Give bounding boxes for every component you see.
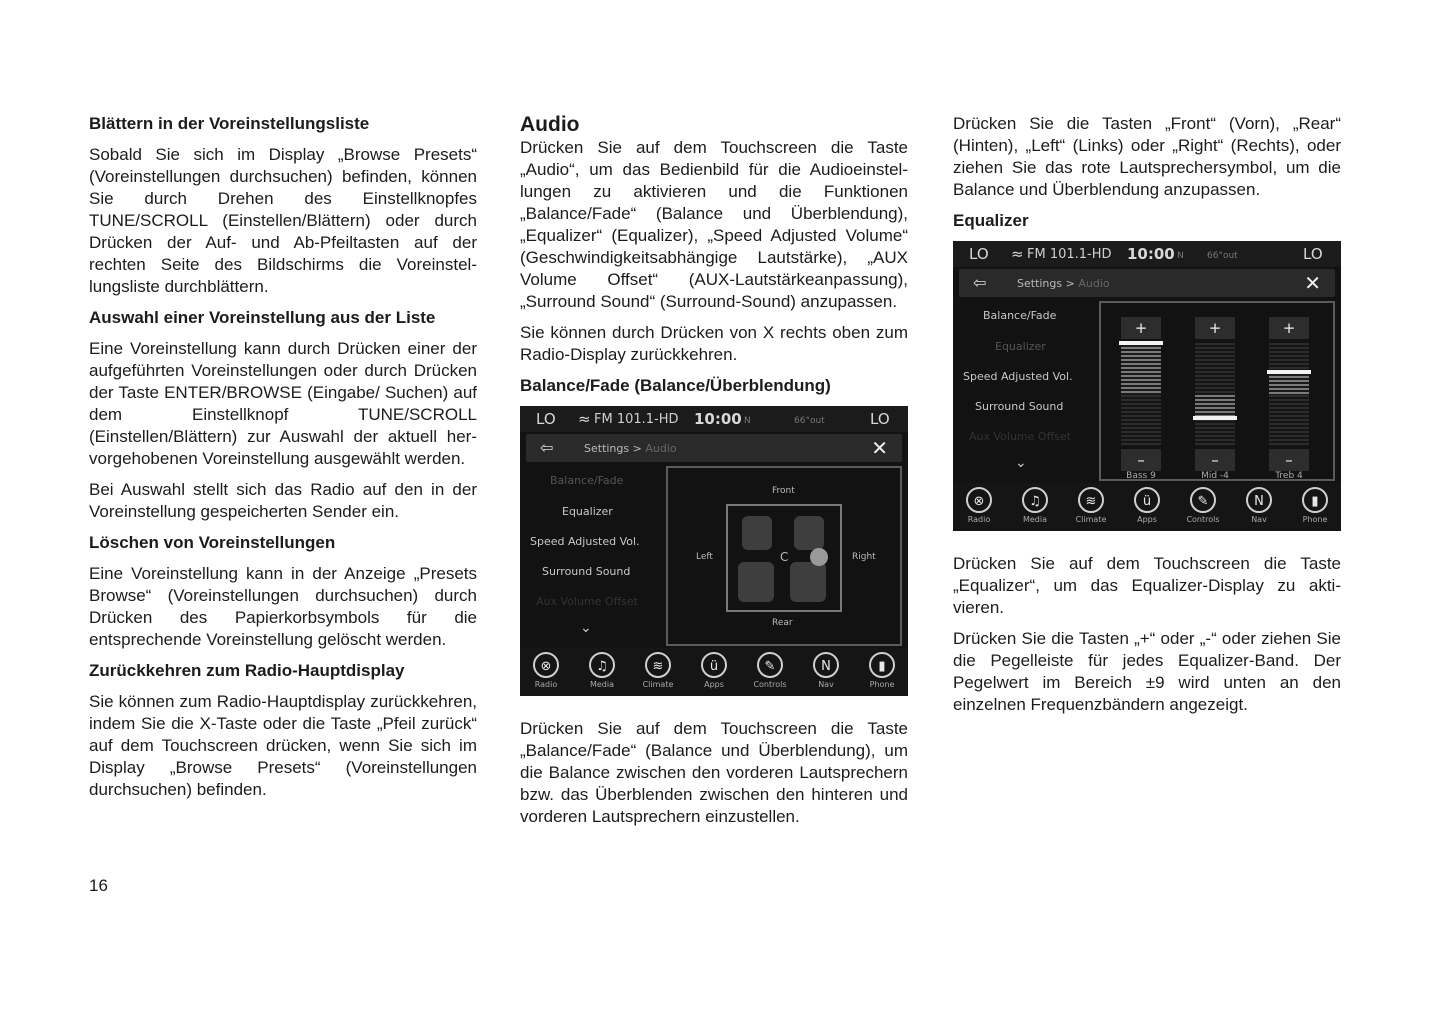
eq-level-marker[interactable] [1193, 416, 1237, 420]
climate-icon: ≋ [1078, 487, 1104, 513]
balance-panel [666, 466, 902, 646]
menu-item-speed-adjusted[interactable]: Speed Adjusted Vol. [530, 535, 640, 548]
eq-level-marker[interactable] [1267, 370, 1311, 374]
radio-wave-icon: ≈ [1011, 245, 1024, 263]
paragraph-return: Sie können zum Radio-Hauptdisplay zurückkehren, indem Sie die X-Taste oder die Taste „Pfeil zurück“ auf dem Touchscreen drücken, wenn Sie sich im Display „Browse Presets“ (Voreinstellungen durchsuchen) befinden. [89, 692, 477, 799]
eq-band-treble[interactable] [1269, 317, 1309, 481]
nav-apps[interactable]: ü Apps [694, 652, 734, 689]
seat-front-right [794, 516, 824, 550]
lo-right: LO [1303, 245, 1323, 263]
time-suffix: N [744, 416, 751, 426]
eq-minus-button[interactable]: – [1121, 449, 1161, 471]
eq-minus-button[interactable]: – [1195, 449, 1235, 471]
page-number: 16 [89, 876, 108, 895]
eq-band-mid[interactable] [1195, 317, 1235, 481]
eq-plus-button[interactable]: + [1195, 317, 1235, 339]
menu-item-balance-fade[interactable]: Balance/Fade [983, 309, 1057, 322]
lo-right: LO [870, 410, 890, 428]
menu-item-surround[interactable]: Surround Sound [542, 565, 631, 578]
column-right [953, 113, 1341, 725]
center-label: C [780, 550, 789, 564]
breadcrumb: Settings > Audio [1017, 277, 1110, 290]
close-icon[interactable]: ✕ [1304, 271, 1321, 295]
paragraph-browse: Sobald Sie sich im Display „Browse Presets“ (Voreinstellungen durchsuchen) befinden, können Sie durch Drehen des Einstellknopfes TUNE/SCROLL (Einstellen/Blättern) oder durch Drücken der Auf- und Ab-Pfeiltasten auf der rechten Seite des Bildschirms die Voreinstellungsliste durchblättern. [89, 145, 477, 296]
heading-browse-presets: Blättern in der Voreinstellungsliste [89, 114, 370, 133]
cabin-frame [726, 504, 842, 612]
lo-left: LO [969, 245, 989, 263]
climate-icon: ≋ [645, 652, 671, 678]
paragraph-balance: Drücken Sie auf dem Touchscreen die Taste „Balance/Fade“ (Balance und Überblendung), um die Balance zwischen den vorderen Lautsprechern bzw. das Überblenden zwischen den hinteren und vorderen Lautsprechern einzustellen. [520, 719, 908, 826]
column-left [89, 113, 477, 810]
menu-item-aux-offset[interactable]: Aux Volume Offset [969, 430, 1071, 443]
controls-icon: ✎ [757, 652, 783, 678]
heading-delete-presets: Löschen von Voreinstellungen [89, 533, 336, 552]
menu-item-equalizer[interactable]: Equalizer [995, 340, 1046, 353]
heading-audio: Audio [520, 113, 580, 136]
nav-climate[interactable]: ≋ Climate [1071, 487, 1111, 524]
left-button[interactable]: Left [696, 552, 713, 562]
equalizer-panel [1099, 301, 1335, 481]
apps-icon: ü [701, 652, 727, 678]
nav-nav[interactable]: N Nav [806, 652, 846, 689]
outside-temp: 66°out [794, 416, 825, 426]
paragraph-equalizer: Drücken Sie auf dem Touchscreen die Taste „Equalizer“, um das Equalizer-Display zu aktivieren. [953, 554, 1341, 617]
paragraph-close: Sie können durch Drücken von X rechts oben zum Radio-Display zurückkehren. [520, 323, 908, 364]
eq-band-label: Bass 9 [1126, 471, 1156, 481]
heading-balance-fade: Balance/Fade (Balance/Überblendung) [520, 376, 831, 395]
settings-header [959, 269, 1335, 297]
radio-wave-icon: ≈ [578, 410, 591, 428]
heading-select-preset: Auswahl einer Voreinstellung aus der Liste [89, 308, 436, 327]
nav-nav[interactable]: N Nav [1239, 487, 1279, 524]
paragraph-equalizer-adjust: Drücken Sie die Tasten „+“ oder „-“ oder ziehen Sie die Pegelleiste für jedes Equalizer-Band. Der Pegelwert im Bereich ±9 wird unten an den einzelnen Frequenzbändern angezeigt. [953, 629, 1341, 714]
eq-track [1269, 343, 1309, 447]
bottom-nav [520, 648, 908, 696]
clock: 10:00 [1127, 245, 1175, 263]
outside-temp: 66°out [1207, 251, 1238, 261]
radio-icon: ⊗ [966, 487, 992, 513]
media-icon: ♫ [589, 652, 615, 678]
status-bar [953, 241, 1341, 267]
nav-icon: N [813, 652, 839, 678]
controls-icon: ✎ [1190, 487, 1216, 513]
eq-band-bass[interactable] [1121, 317, 1161, 481]
nav-climate[interactable]: ≋ Climate [638, 652, 678, 689]
eq-band-label: Mid -4 [1201, 471, 1229, 481]
right-button[interactable]: Right [852, 552, 876, 562]
media-icon: ♫ [1022, 487, 1048, 513]
audio-menu [953, 301, 1103, 481]
station-label: FM 101.1-HD [1027, 247, 1112, 262]
close-icon[interactable]: ✕ [871, 436, 888, 460]
nav-controls[interactable]: ✎ Controls [1183, 487, 1223, 524]
chevron-down-icon[interactable]: ⌄ [1015, 455, 1027, 471]
nav-radio[interactable]: ⊗ Radio [959, 487, 999, 524]
menu-item-balance-fade[interactable]: Balance/Fade [550, 474, 624, 487]
menu-item-aux-offset[interactable]: Aux Volume Offset [536, 595, 638, 608]
eq-minus-button[interactable]: – [1269, 449, 1309, 471]
menu-item-equalizer[interactable]: Equalizer [562, 505, 613, 518]
status-bar [520, 406, 908, 432]
nav-controls[interactable]: ✎ Controls [750, 652, 790, 689]
heading-equalizer: Equalizer [953, 211, 1029, 230]
paragraph-audio: Drücken Sie auf dem Touchscreen die Taste „Audio“, um das Bedienbild für die Audioeinstellungen zu aktivieren und die Funktionen „Balance/Fade“ (Balance und Überblendung), „Equalizer“ (Equalizer), „Speed Adjusted Volume“ (Geschwindigkeitsabhängige Lautstärke), „AUX Volume Offset“ (AUX-Lautstärkeanpassung), „Surround Sound“ (Surround-Sound) anzupassen. [520, 138, 908, 311]
nav-media[interactable]: ♫ Media [582, 652, 622, 689]
speaker-icon[interactable] [810, 548, 828, 566]
audio-menu [520, 466, 670, 646]
paragraph-balance-buttons: Drücken Sie die Tasten „Front“ (Vorn), „Rear“ (Hinten), „Left“ (Links) oder „Right“ (Rechts), oder ziehen Sie das rote Lautsprechersymbol, um die Balance und Überblendung anzupassen. [953, 114, 1341, 199]
rear-button[interactable]: Rear [772, 618, 793, 628]
station-label: FM 101.1-HD [594, 412, 679, 427]
back-arrow-icon[interactable]: ⇦ [540, 438, 554, 457]
paragraph-select-result: Bei Auswahl stellt sich das Radio auf den in der Voreinstellung gespeicherten Sender ein. [89, 480, 477, 521]
menu-item-surround[interactable]: Surround Sound [975, 400, 1064, 413]
front-button[interactable]: Front [772, 486, 795, 496]
nav-apps[interactable]: ü Apps [1127, 487, 1167, 524]
column-middle [520, 113, 908, 837]
seat-rear-left [738, 562, 774, 602]
eq-plus-button[interactable]: + [1121, 317, 1161, 339]
back-arrow-icon[interactable]: ⇦ [973, 273, 987, 292]
balance-fade-screenshot [520, 406, 908, 696]
seat-front-left [742, 516, 772, 550]
chevron-down-icon[interactable]: ⌄ [580, 620, 592, 636]
menu-item-speed-adjusted[interactable]: Speed Adjusted Vol. [963, 370, 1073, 383]
eq-level-bar [1121, 343, 1161, 395]
settings-header [526, 434, 902, 462]
seat-rear-right [790, 562, 826, 602]
phone-icon: ▮ [869, 652, 895, 678]
nav-media[interactable]: ♫ Media [1015, 487, 1055, 524]
radio-icon: ⊗ [533, 652, 559, 678]
clock: 10:00 [694, 410, 742, 428]
time-suffix: N [1177, 251, 1184, 261]
heading-return-main: Zurückkehren zum Radio-Hauptdisplay [89, 661, 405, 680]
nav-icon: N [1246, 487, 1272, 513]
eq-band-label: Treb 4 [1275, 471, 1303, 481]
paragraph-select: Eine Voreinstellung kann durch Drücken einer der aufgeführten Voreinstellungen oder durch Drücken der Taste ENTER/BROWSE (Eingabe/ Suchen) auf dem Einstellknopf TUNE/SCROLL (Einstellen/Blättern) zur Auswahl der aktuell hervorgehobenen Voreinstellung ausgewählt werden. [89, 339, 477, 468]
nav-phone[interactable]: ▮ Phone [1295, 487, 1335, 524]
nav-radio[interactable]: ⊗ Radio [526, 652, 566, 689]
eq-level-bar [1269, 372, 1309, 395]
phone-icon: ▮ [1302, 487, 1328, 513]
eq-plus-button[interactable]: + [1269, 317, 1309, 339]
nav-phone[interactable]: ▮ Phone [862, 652, 902, 689]
lo-left: LO [536, 410, 556, 428]
bottom-nav [953, 483, 1341, 531]
eq-level-bar [1195, 395, 1235, 418]
eq-level-marker[interactable] [1119, 341, 1163, 345]
breadcrumb: Settings > Audio [584, 442, 677, 455]
apps-icon: ü [1134, 487, 1160, 513]
equalizer-screenshot [953, 241, 1341, 531]
paragraph-delete: Eine Voreinstellung kann in der Anzeige „Presets Browse“ (Voreinstellungen durchsuchen) durch Drücken des Papierkorbsymbols für die entsprechende Voreinstellung gelöscht werden. [89, 564, 477, 649]
